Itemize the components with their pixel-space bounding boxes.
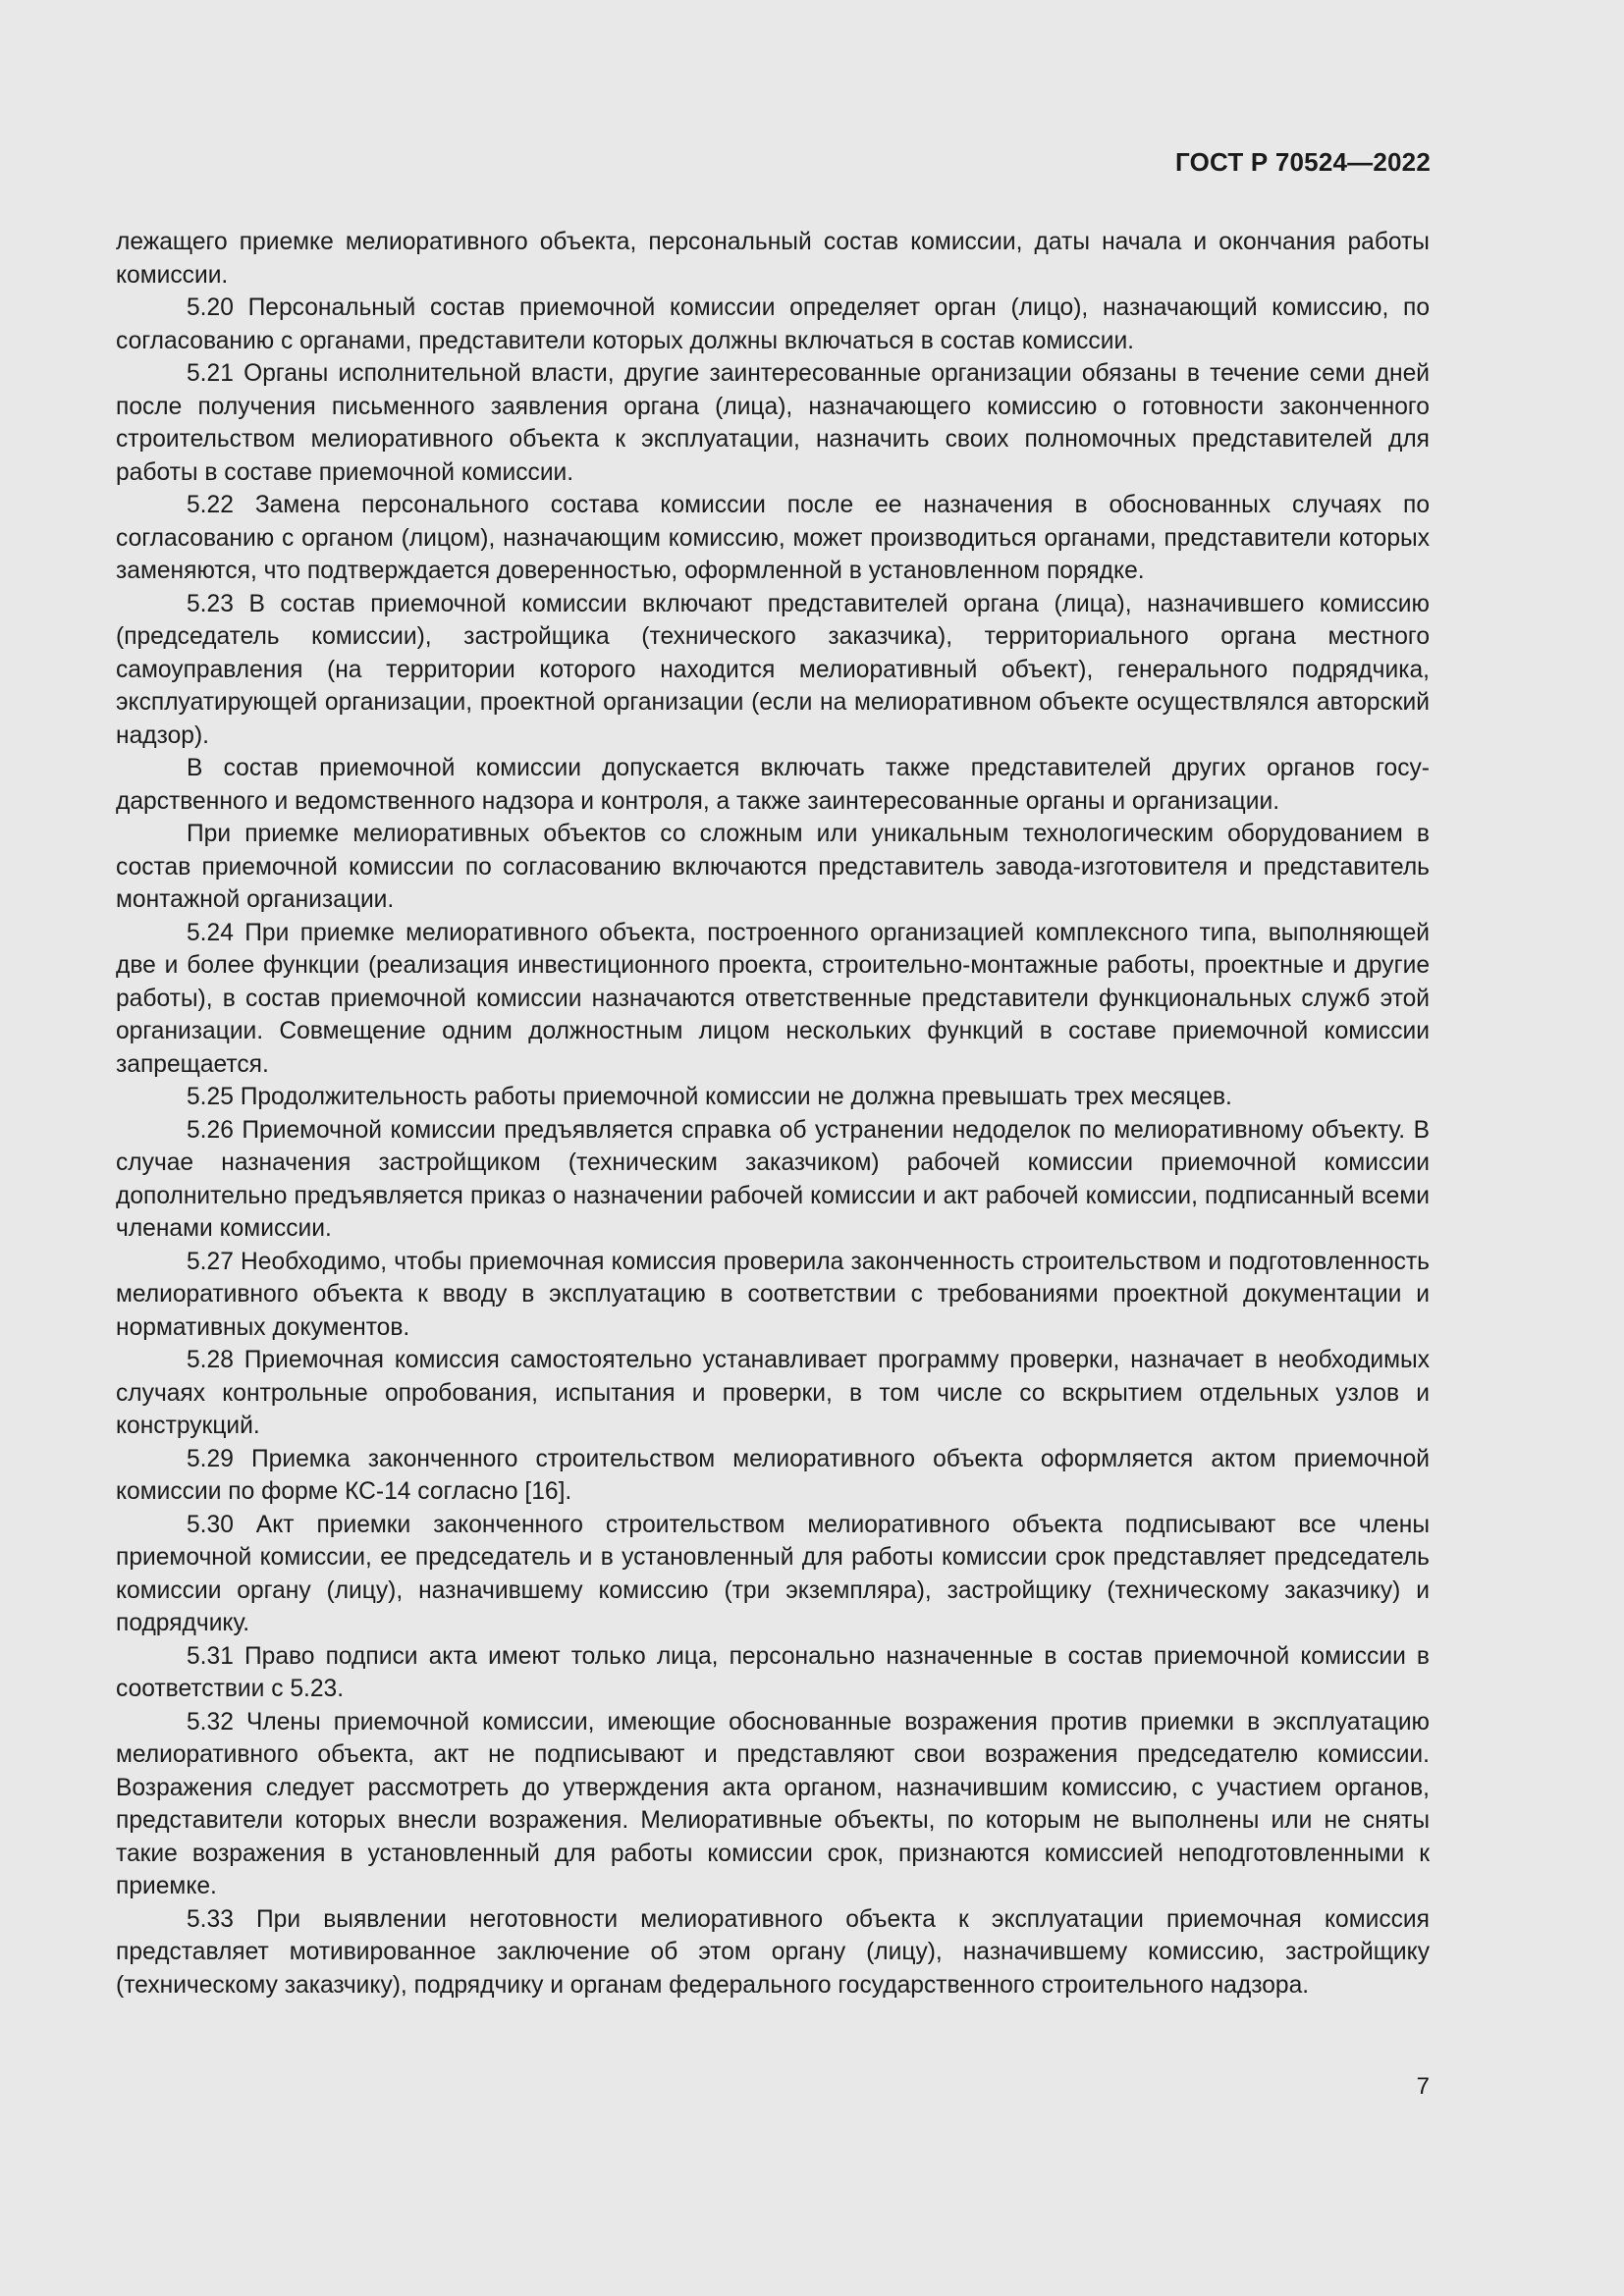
paragraph: 5.20 Персональный состав приемочной комиссии определяет орган (лицо), назначающий комиссию, по согласованию с органами, представители которых должны включаться в состав комиссии. — [116, 294, 1430, 354]
paragraph: 5.22 Замена персонального состава комиссии после ее назначения в обоснованных случаях по согласованию с органом (лицом), назначающим комиссию, может производиться органами, представители которых заменяются, что подтверждается доверенностью, оформленной в установленном порядке. — [116, 492, 1430, 584]
paragraph: 5.24 При приемке мелиоративного объекта, построенного организацией комплексного типа, выполняющей две и более функции (реализация инвестиционного проекта, строительно-монтажные работы, проектные и другие работы), в состав приемочной комиссии назначаются ответственные представители функциональных служб этой организации. Совмещение одним должностным лицом нескольких функций в составе приемочной комиссии запрещается. — [116, 919, 1430, 1078]
paragraph: 5.32 Члены приемочной комиссии, имеющие обоснованные возражения против приемки в эксплуатацию мелиоративного объекта, акт не подписывают и представляют свои возражения председателю комиссии. Возражения следует рассмотреть до утверждения акта органом, назначившим комиссию, с участием органов, представители которых внесли возражения. Мелиоративные объекты, по которым не выполнены или не сняты такие возражения в установленный для работы комиссии срок, признаются комиссией неподготовленными к приемке. — [116, 1708, 1430, 1899]
paragraph: 5.25 Продолжительность работы приемочной комиссии не должна превышать трех месяцев. — [187, 1084, 1232, 1110]
paragraph: 5.31 Право подписи акта имеют только лица, персонально назначенные в состав приемочной комиссии в соответствии с 5.23. — [116, 1642, 1430, 1702]
standard-code-header: ГОСТ Р 70524—2022 — [1175, 147, 1431, 177]
paragraph: 5.23 В состав приемочной комиссии включают представителей органа (лица), назначившего комиссию (председатель комиссии), застройщика (технического заказчика), территориального органа местного самоуправления (на территории которого находится мелиоративный объект), генерального подрядчика, эксплуатирующей организации, проектной организации (если на мелиоративном объекте осуществлялся авторский надзор). — [116, 590, 1430, 749]
paragraph: 5.27 Необходимо, чтобы приемочная комиссия проверила законченность строительством и подготовленность мелиоративного объекта к вводу в эксплуатацию в соответствии с требованиями проектной документации и нормативных документов. — [116, 1248, 1430, 1341]
page-number: 7 — [1416, 2073, 1430, 2100]
paragraph: 5.28 Приемочная комиссия самостоятельно устанавливает программу проверки, назначает в необходимых случаях контрольные опробования, испытания и проверки, в том числе со вскрытием отдельных узлов и конструкций. — [116, 1347, 1430, 1439]
paragraph: 5.26 Приемочной комиссии предъявляется справка об устранении недоделок по мелиоративному объекту. В случае назначения застройщиком (техническим заказчиком) рабочей комиссии приемочной комиссии дополнительно предъявляется приказ о назначении рабочей комиссии и акт рабочей комиссии, подписанный всеми членами комиссии. — [116, 1116, 1430, 1242]
paragraph: 5.21 Органы исполнительной власти, другие заинтересованные организации обязаны в течение семи дней после получения письменного заявления органа (лица), назначающего комиссию о готовности законченного строительством мелиоративного объекта к эксплуатации, назначить своих полномочных представителей для работы в составе приемочной комиссии. — [116, 360, 1430, 486]
paragraph: 5.29 Приемка законченного строительством мелиоративного объекта оформляется актом приемочной комиссии по форме КС-14 согласно [16]. — [116, 1445, 1430, 1505]
paragraph: В состав приемочной комиссии допускается включать также представителей других органов государственного и ведомственного надзора и контроля, а также заинтересованные органы и организации. — [116, 755, 1430, 815]
paragraph: 5.30 Акт приемки законченного строительством мелиоративного объекта подписывают все члены приемочной комиссии, ее председатель и в установленный для работы комиссии срок представляет председатель комиссии органу (лицу), назначившему комиссию (три экземпляра), застройщику (техническому заказчику) и подрядчику. — [116, 1511, 1430, 1636]
paragraph: При приемке мелиоративных объектов со сложным или уникальным технологическим оборудованием в состав приемочной комиссии по согласованию включаются представитель завода-изготовителя и представитель монтажной организации. — [116, 821, 1430, 913]
document-body — [116, 226, 1430, 2002]
paragraph: лежащего приемке мелиоративного объекта, персональный состав комиссии, даты начала и окончания работы комиссии. — [116, 229, 1430, 289]
paragraph: 5.33 При выявлении неготовности мелиоративного объекта к эксплуатации приемочная комиссия представляет мотивированное заключение об этом органу (лицу), назначившему комиссию, застройщику (техническому заказчику), подрядчику и органам федерального государственного строительного надзора. — [116, 1905, 1430, 1999]
